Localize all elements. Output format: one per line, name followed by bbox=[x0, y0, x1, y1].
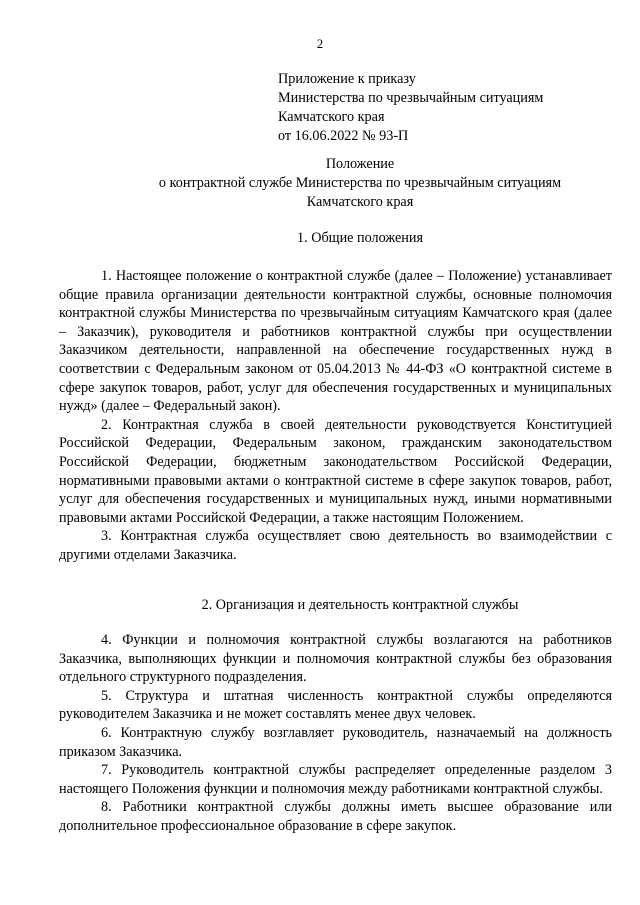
appendix-block bbox=[278, 70, 618, 146]
paragraph: 1. Настоящее положение о контрактной службе (далее – Положение) устанавливает общие правила организации деятельности контрактной службы, основные полномочия контрактной службы Министерства по чрезвычайным ситуациям Камчатского края (далее – Заказчик), руководителя и работников контрактной службы при осуществлении Заказчиком деятельности, направленной на обеспечение государственных нужд в соответствии с Федеральным законом от 05.04.2013 № 44-ФЗ «О контрактной системе в сфере закупок товаров, работ, услуг для обеспечения государственных и муниципальных нужд» (далее – Федеральный закон). bbox=[59, 268, 612, 415]
title-line: Камчатского края bbox=[306, 194, 414, 210]
paragraph: 6. Контрактную службу возглавляет руководитель, назначаемый на должность приказом Заказчика. bbox=[59, 724, 612, 760]
paragraph: 2. Контрактная служба в своей деятельности руководствуется Конституцией Российской Федерации, Федеральным законом, гражданским законодательством Российской Федерации, бюджетным законодательством Российской Федерации, нормативными правовыми актами о контрактной системе в сфере закупок товаров, работ, услуг для обеспечения государственных и муниципальных нужд, иными нормативными правовыми актами Российской Федерации, а также настоящим Положением. bbox=[59, 416, 612, 526]
section-body-1 bbox=[59, 267, 612, 565]
title-line: о контрактной службе Министерства по чрезвычайным ситуациям bbox=[158, 175, 562, 191]
section-heading-1: 1. Общие положения bbox=[297, 230, 423, 246]
appendix-line: от 16.06.2022 № 93-П bbox=[278, 128, 409, 144]
paragraph: 4. Функции и полномочия контрактной службы возлагаются на работников Заказчика, выполняющих функции и полномочия контрактной службы без образования отдельного структурного подразделения. bbox=[59, 632, 612, 686]
appendix-line: Камчатского края bbox=[278, 109, 385, 125]
page-number: 2 bbox=[316, 36, 324, 51]
section-heading-2: 2. Организация и деятельность контрактной службы bbox=[201, 597, 519, 613]
section-body-2 bbox=[59, 631, 612, 836]
paragraph: 7. Руководитель контрактной службы распределяет определенные разделом 3 настоящего Положения функции и полномочия между работниками контрактной службы. bbox=[59, 762, 612, 797]
paragraph: 3. Контрактная служба осуществляет свою деятельность во взаимодействии с другими отделами Заказчика. bbox=[59, 528, 612, 563]
document-title bbox=[90, 155, 630, 212]
paragraph: 8. Работники контрактной службы должны иметь высшее образование или дополнительное профессиональное образование в сфере закупок. bbox=[59, 799, 612, 834]
appendix-line: Приложение к приказу bbox=[278, 71, 416, 87]
paragraph: 5. Структура и штатная численность контрактной службы определяются руководителем Заказчика и не может составлять менее двух человек. bbox=[59, 687, 612, 723]
title-line: Положение bbox=[325, 156, 395, 172]
appendix-line: Министерства по чрезвычайным ситуациям bbox=[278, 90, 544, 106]
